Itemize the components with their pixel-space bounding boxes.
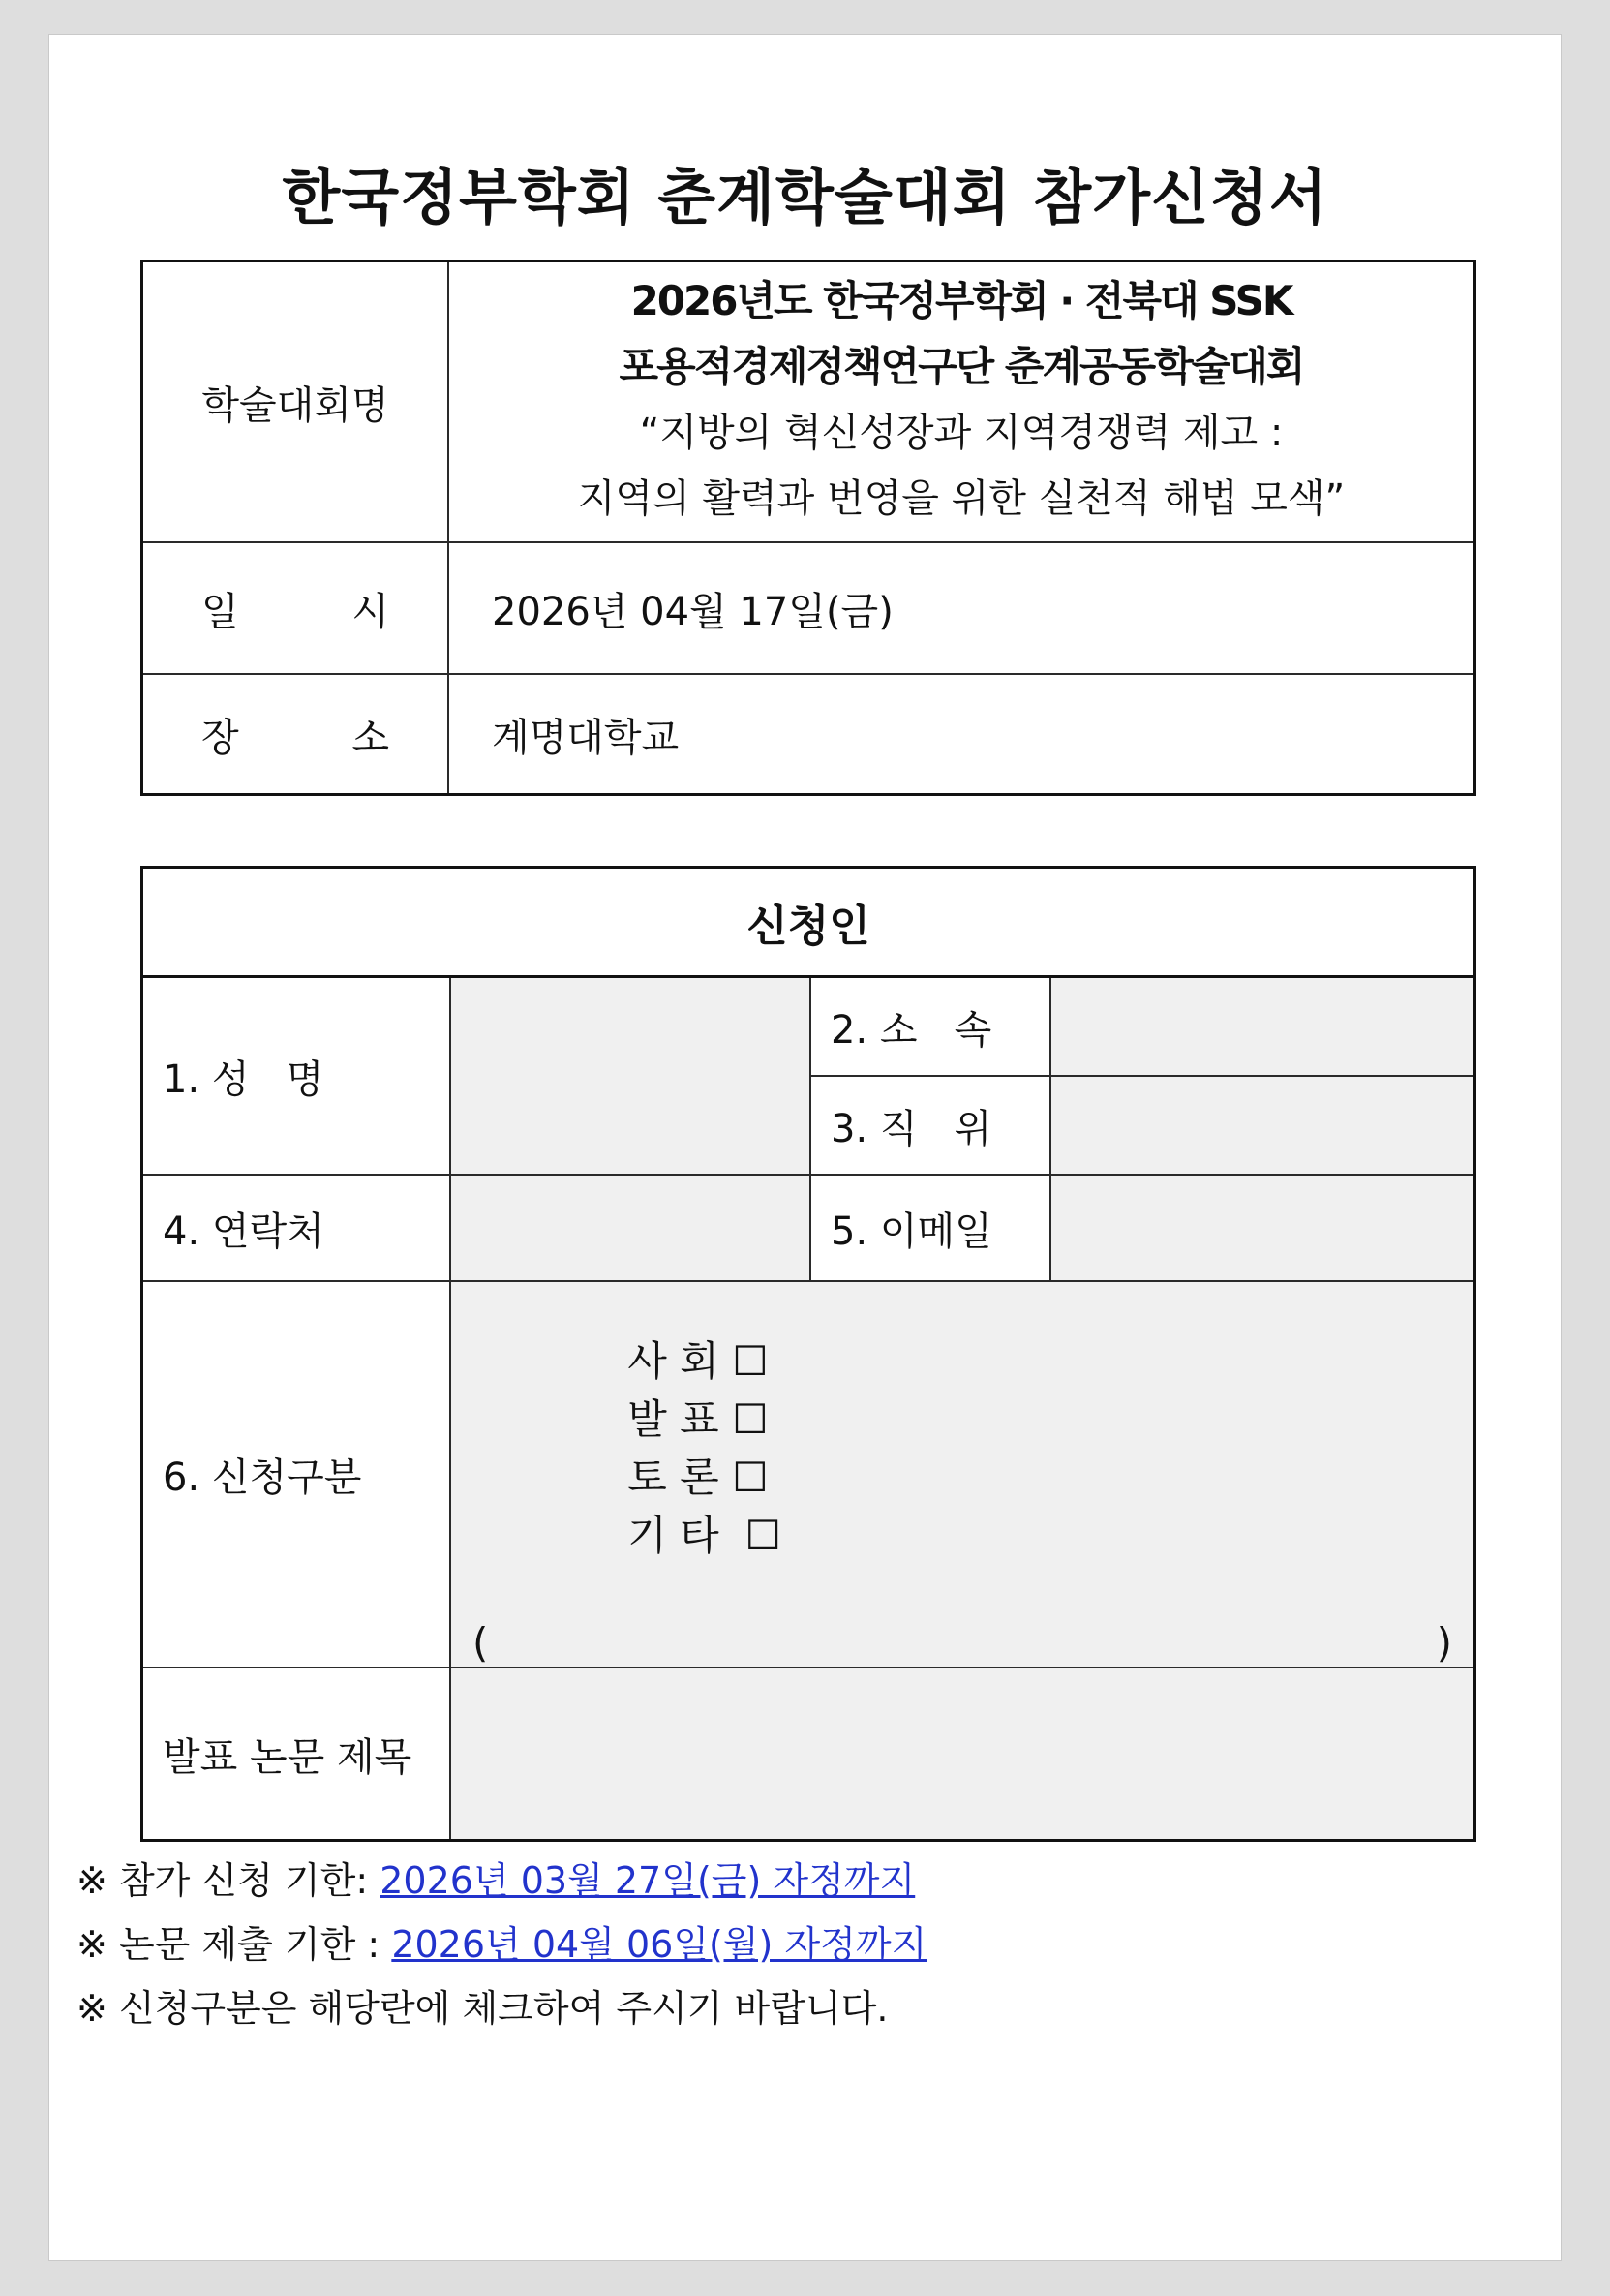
name-label: 1. 성 명	[142, 977, 451, 1176]
note-check-instruction: ※ 신청구분은 해당란에 체크하여 주시기 바랍니다.	[76, 1987, 889, 2030]
paren-open: (	[472, 1619, 489, 1667]
date-value: 2026년 04월 17일(금)	[448, 542, 1475, 674]
paper-title-label: 발표 논문 제목	[142, 1668, 451, 1841]
applicant-table	[140, 866, 1476, 1842]
document-title: 한국정부학회 춘계학술대회 참가신청서	[282, 162, 1328, 232]
category-label: 6. 신청구분	[142, 1281, 451, 1668]
option-other-checkbox[interactable]: 기 타 ☐	[627, 1512, 782, 1559]
position-field[interactable]	[1050, 1076, 1475, 1175]
event-info-table	[140, 260, 1476, 796]
notes	[76, 1849, 927, 2040]
affiliation-field[interactable]	[1050, 977, 1475, 1077]
option-presenter-checkbox[interactable]: 발 표 ☐	[627, 1395, 769, 1443]
affiliation-label: 2. 소 속	[810, 977, 1050, 1077]
position-label: 3. 직 위	[810, 1076, 1050, 1175]
note-registration-deadline: ※ 참가 신청 기한: 2026년 03월 27일(금) 자정까지	[76, 1859, 916, 1902]
event-theme-line2: 지역의 활력과 번영을 위한 실천적 해법 모색”	[577, 476, 1346, 521]
date-label: 일 시	[142, 542, 449, 674]
name-field[interactable]	[450, 977, 810, 1176]
place-value: 계명대학교	[448, 674, 1475, 795]
contact-field[interactable]	[450, 1175, 810, 1281]
email-label: 5. 이메일	[810, 1175, 1050, 1281]
place-label: 장 소	[142, 674, 449, 795]
option-discussant-checkbox[interactable]: 토 론 ☐	[627, 1454, 769, 1501]
option-moderator-checkbox[interactable]: 사 회 ☐	[627, 1337, 769, 1385]
paren-close: )	[1436, 1619, 1452, 1667]
category-options-cell	[450, 1281, 1475, 1668]
contact-label: 4. 연락처	[142, 1175, 451, 1281]
paper-title-field[interactable]	[450, 1668, 1475, 1841]
event-theme-line1: “지방의 혁신성장과 지역경쟁력 제고 :	[639, 411, 1284, 455]
event-name-line2: 포용적경제정책연구단 춘계공동학술대회	[619, 343, 1304, 390]
document-page	[48, 34, 1562, 2261]
event-name-label: 학술대회명	[142, 261, 449, 543]
event-name-line1: 2026년도 한국정부학회 · 전북대 SSK	[630, 277, 1292, 324]
applicant-header: 신청인	[142, 868, 1475, 977]
event-name-cell	[448, 261, 1475, 543]
registration-deadline-link[interactable]: 2026년 03월 27일(금) 자정까지	[380, 1859, 916, 1902]
paper-deadline-link[interactable]: 2026년 04월 06일(월) 자정까지	[391, 1923, 927, 1966]
note-paper-deadline: ※ 논문 제출 기한 : 2026년 04월 06일(월) 자정까지	[76, 1923, 927, 1966]
email-field[interactable]	[1050, 1175, 1475, 1281]
